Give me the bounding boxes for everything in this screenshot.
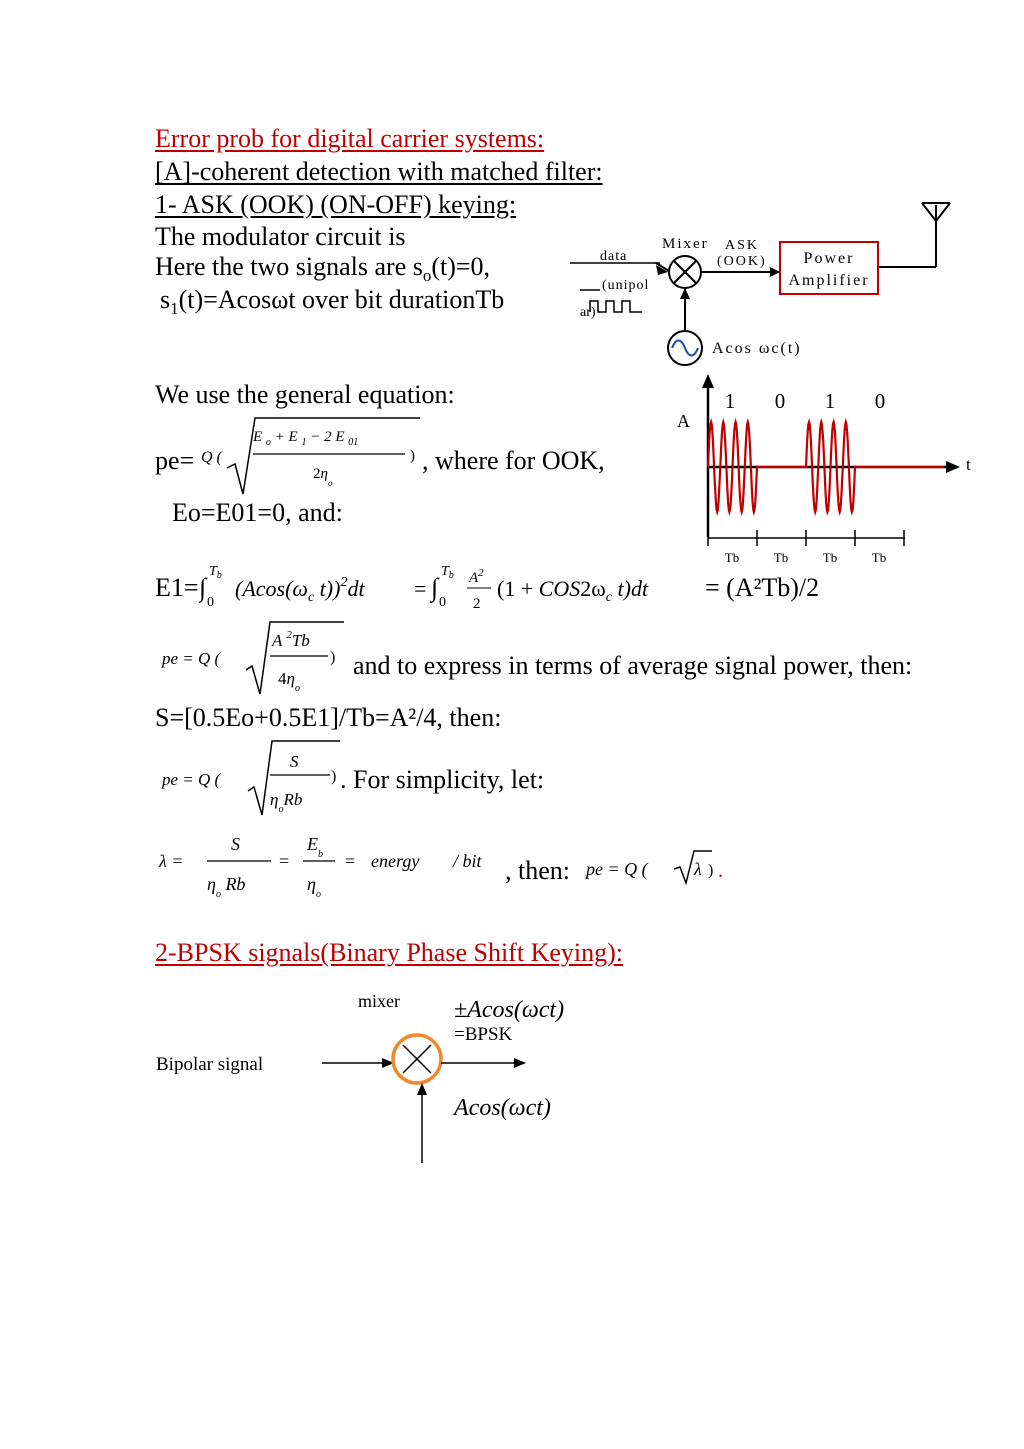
svg-text:S: S — [231, 834, 240, 854]
ask-title: 1- ASK (OOK) (ON-OFF) keying: — [155, 190, 517, 219]
svg-text:Tb: $T_b$ — [441, 564, 454, 581]
svg-text:pe = Q (: pe = Q ( — [162, 649, 221, 668]
then-text: , then: — [505, 856, 570, 885]
general-eq-text: We use the general equation: — [155, 380, 455, 409]
svg-text:0: 0 — [439, 595, 446, 610]
antenna-icon — [878, 203, 950, 267]
svg-text:λ =: λ = — [159, 851, 184, 871]
svg-text:2ηo: $2\eta_o$ — [313, 466, 333, 488]
svg-text:.: . — [718, 860, 723, 882]
pe-label: pe= — [155, 446, 195, 475]
tb-label: Tb — [871, 550, 887, 565]
ook-waveform-chart — [670, 372, 990, 572]
svg-text:E o + E 1 − 2 E 01: E $_o$ + E $_1$ − 2 E $_{01}$ — [253, 429, 359, 448]
svg-text:0: 0 — [207, 595, 214, 610]
lambda-formula — [155, 825, 505, 905]
unipolar-label2: ar) — [580, 305, 596, 320]
bipolar-input-label: Bipolar signal — [156, 1054, 264, 1075]
svg-text:): ) — [708, 862, 714, 879]
s-equation-text: S=[0.5Eo+0.5E1]/Tb=A²/4, then: — [155, 703, 502, 732]
svg-text:Q (: Q ( — [201, 449, 222, 466]
svg-text:=: = — [414, 576, 427, 601]
svg-text:Tb: $T_b$ — [209, 564, 222, 581]
svg-text:(Acos(ωc t))2dt: ($Acos(\omega_c$ t))$^2$dt — [235, 575, 365, 605]
svg-text:): ) — [330, 649, 336, 666]
bpsk-label: =BPSK — [454, 1024, 513, 1045]
ask-label: ASK — [725, 238, 760, 253]
tb-label: Tb — [724, 550, 740, 565]
svg-text:pe = Q (: pe = Q ( — [586, 859, 648, 879]
svg-text:): ) — [331, 768, 337, 785]
svg-text:ηo: $\eta_o$ — [307, 874, 321, 900]
svg-text:4ηo: $4\eta_o$ — [278, 669, 300, 694]
svg-text:A 2Tb: A $^2$Tb — [272, 629, 310, 650]
bit-label: 1 — [824, 389, 836, 413]
pe-general-formula — [195, 412, 425, 497]
svg-text:A2: $A^2$ — [469, 567, 484, 586]
svg-text:Eb: $E_b$ — [307, 834, 323, 860]
carrier-label: Acos ωc(t) — [712, 340, 802, 357]
bpsk-diagram — [150, 985, 630, 1170]
amp-line2: Amplifier — [788, 272, 870, 289]
eo-text: Eo=E01=0, and: — [172, 498, 343, 527]
s1-text: $s_1(t)=Acos\omega t$ over bit durationTb — [160, 285, 505, 319]
pulse-train-icon — [590, 301, 642, 312]
per-bit-label: / bit — [453, 851, 482, 871]
pe-ook-formula — [158, 618, 348, 698]
tb-label: Tb — [773, 550, 789, 565]
ask-modulator-diagram — [560, 195, 980, 370]
tb-label: Tb — [822, 550, 838, 565]
where-text: , where for OOK, — [422, 446, 605, 475]
simplicity-text: . For simplicity, let: — [340, 765, 545, 794]
svg-text:=: = — [279, 851, 290, 871]
bpsk-output-label: ±Acos(ωct) — [454, 997, 565, 1023]
svg-text:): ) — [410, 448, 415, 464]
subsection-title: [A]-coherent detection with matched filter: — [155, 157, 603, 186]
amplitude-label: A — [677, 411, 690, 431]
svg-text:∫: ∫ — [199, 573, 207, 602]
bpsk-mixer-label: mixer — [358, 991, 400, 1011]
svg-text:ηo Rb: $\eta_o$ Rb — [207, 874, 246, 900]
data-label: data — [600, 249, 628, 264]
mixer-label: Mixer — [662, 236, 709, 252]
unipolar-label: (unipol — [602, 278, 650, 293]
svg-text:pe = Q (: pe = Q ( — [162, 770, 221, 789]
avg-power-text: and to express in terms of average signal power, then: — [353, 651, 913, 680]
svg-text:(1 + COS2ωc t)dt: ($1 + COS2\omega_c$ t)dt — [497, 576, 649, 605]
signals-text: Here the two signals are $s_o(t)=0$, — [155, 252, 491, 286]
svg-text:=: = — [345, 851, 356, 871]
pe-snr-formula — [158, 735, 348, 820]
bpsk-title: 2-BPSK signals(Binary Phase Shift Keying): — [155, 938, 623, 967]
svg-text:S: S — [290, 752, 299, 771]
t-axis-label: t — [966, 455, 971, 474]
pe-lambda-formula — [584, 845, 734, 890]
svg-text:∫: ∫ — [431, 573, 439, 602]
section-title: Error prob for digital carrier systems: — [155, 124, 545, 153]
amp-line1: Power — [803, 250, 855, 267]
svg-text:ηoRb: $\eta_oRb$ — [270, 790, 303, 815]
svg-text:λ: λ — [694, 859, 702, 879]
bit-label: 1 — [724, 389, 736, 413]
energy-label: energy — [371, 851, 420, 871]
modulator-text: The modulator circuit is — [155, 222, 406, 251]
ook-label: (OOK) — [717, 254, 767, 269]
bit-label: 0 — [874, 389, 886, 413]
bit-label: 0 — [774, 389, 786, 413]
bpsk-carrier-label: Acos(ωct) — [454, 1095, 551, 1121]
svg-text:2: 2 — [473, 596, 481, 612]
